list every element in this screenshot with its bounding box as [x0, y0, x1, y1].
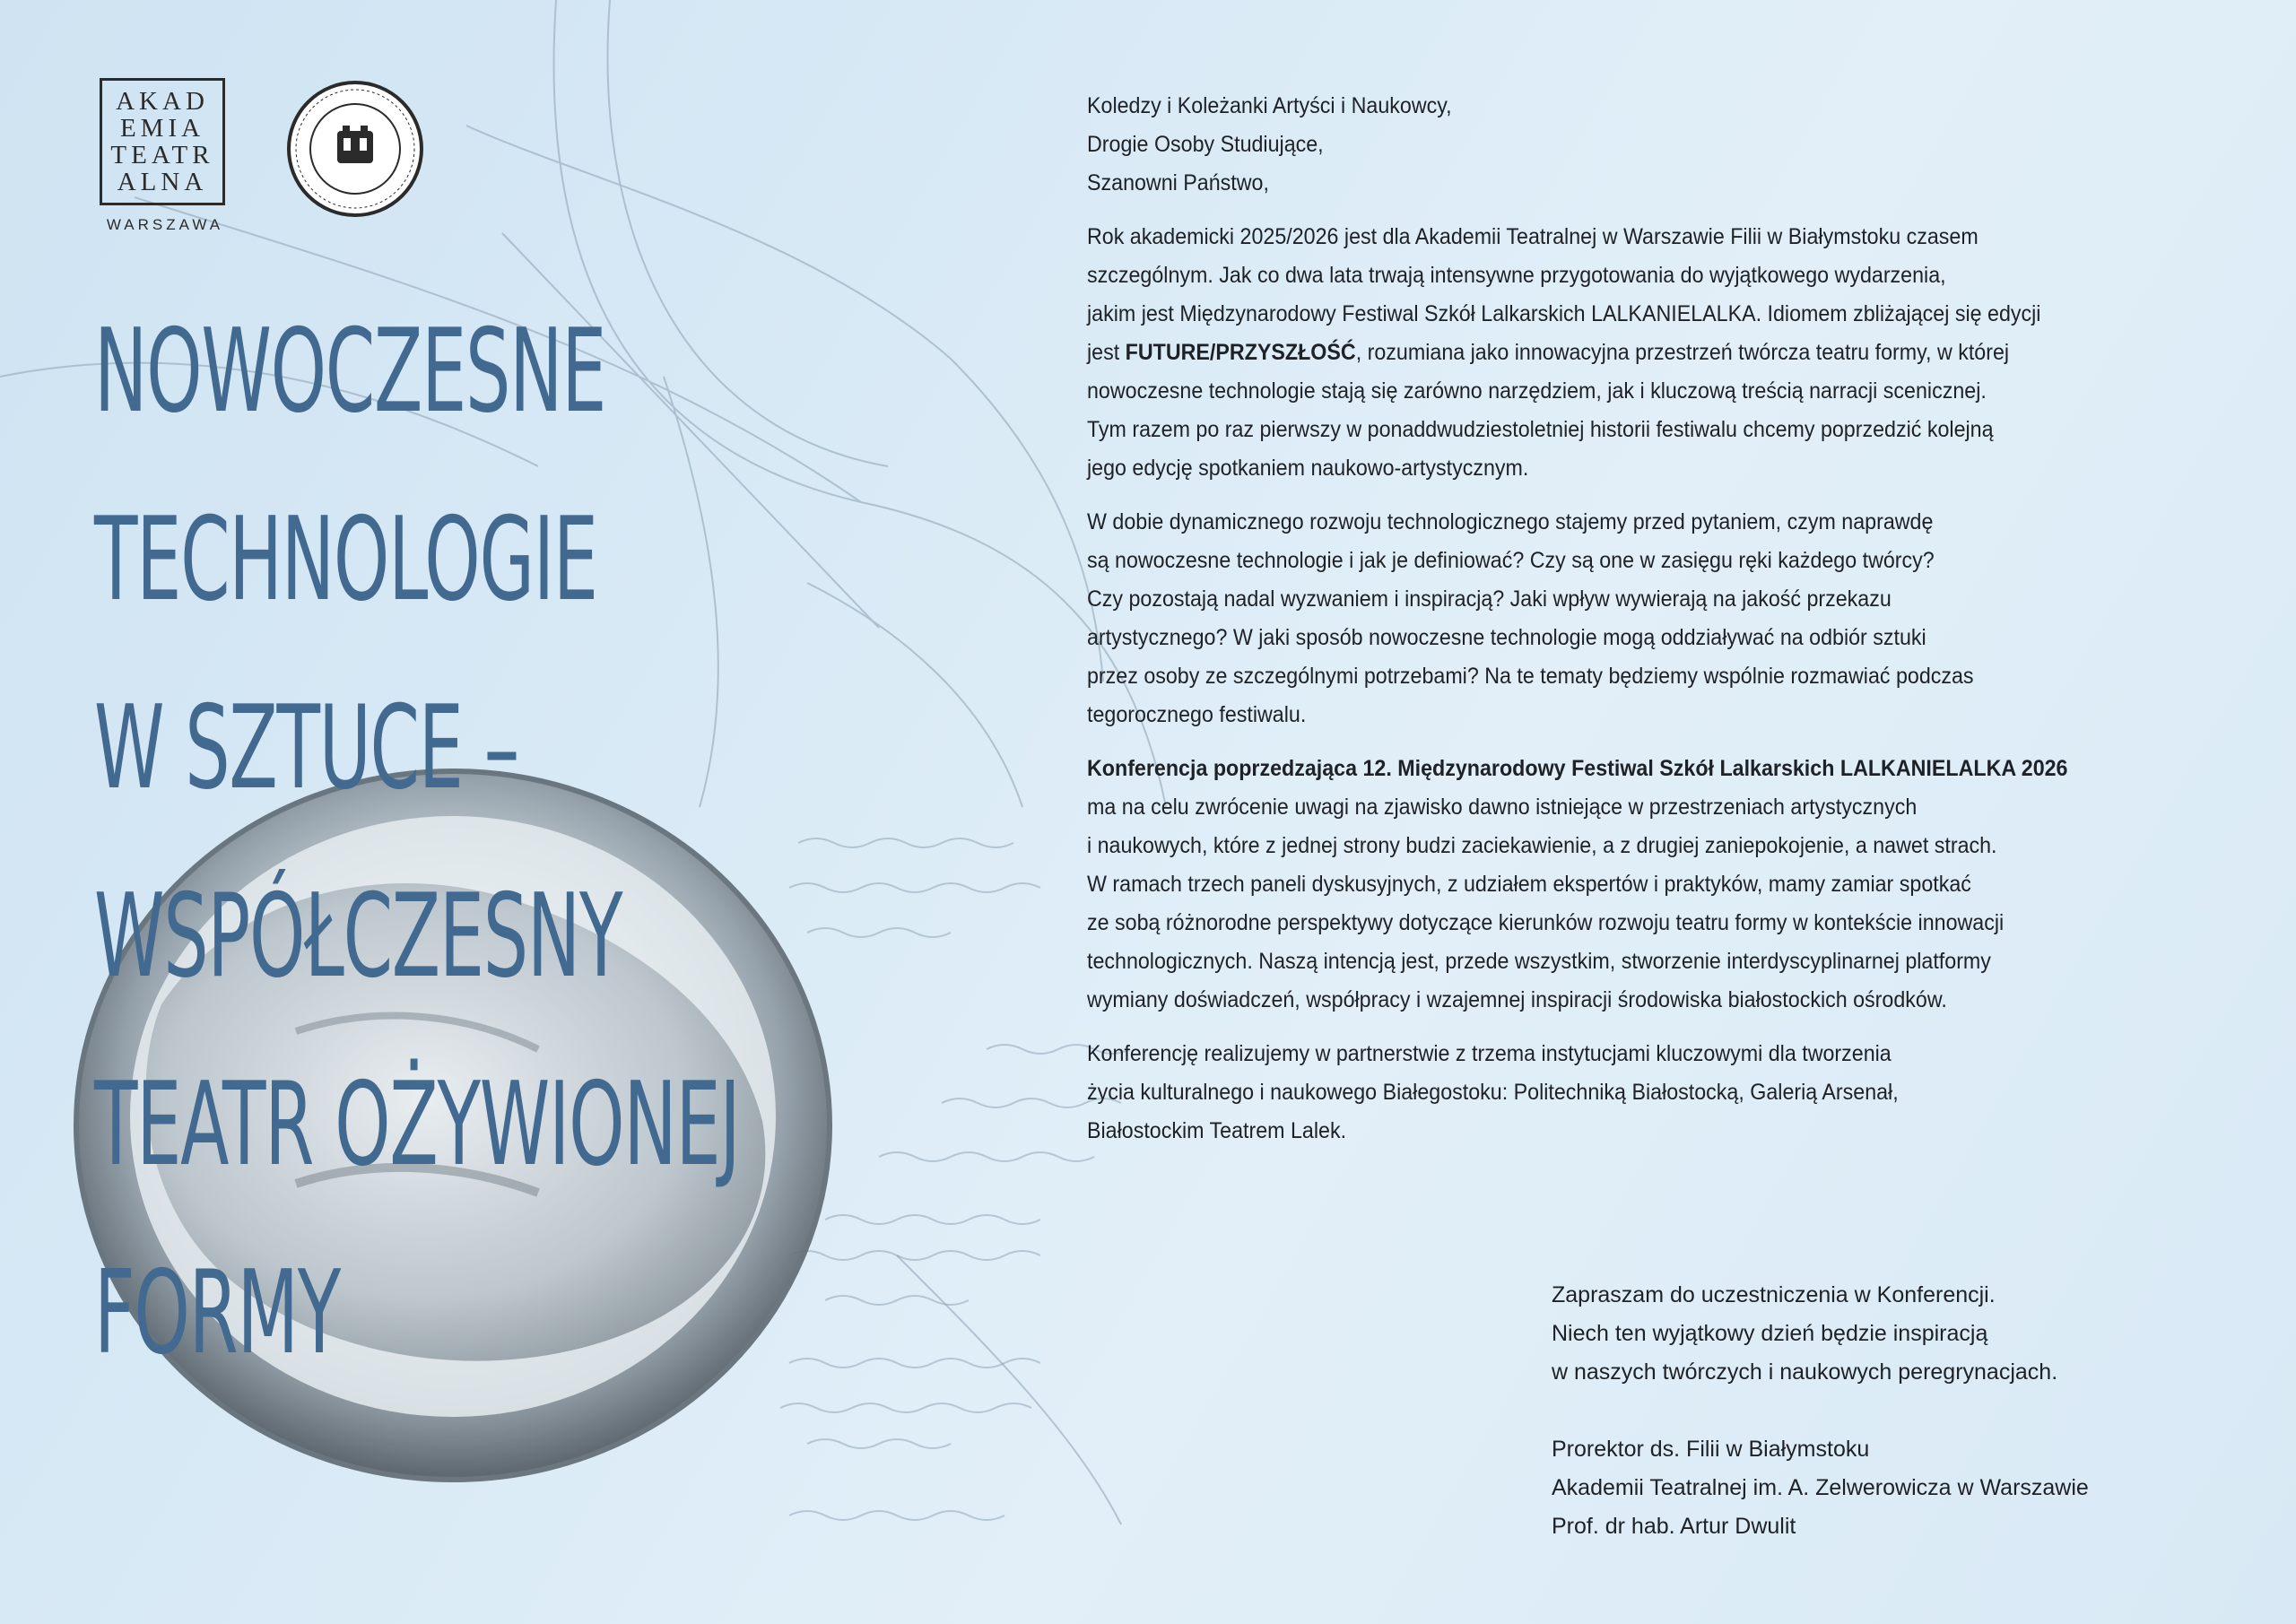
logo-line: EMIA	[119, 114, 205, 143]
text-line: ze sobą różnorodne perspektywy dotyczące kierunków rozwoju teatru formy w kontekście innowacji	[1087, 910, 2005, 935]
title-line: WSPÓŁCZESNY	[94, 870, 622, 1003]
text-line: Rok akademicki 2025/2026 jest dla Akademii Teatralnej w Warszawie Filii w Białymstoku czasem	[1087, 224, 1979, 249]
title-line: TECHNOLOGIE	[94, 493, 597, 627]
greeting-line: Drogie Osoby Studiujące,	[1087, 132, 1324, 157]
festival-idiom: FUTURE/PRZYSZŁOŚĆ	[1125, 340, 1356, 365]
text-line: jego edycję spotkaniem naukowo-artystycznym.	[1087, 456, 1529, 481]
conference-heading	[1087, 750, 2208, 788]
akademia-teatralna-logo	[100, 78, 230, 234]
text-line: artystycznego? W jaki sposób nowoczesne technologie mogą oddziaływać na odbiór sztuki	[1087, 625, 1926, 650]
text-line: W ramach trzech paneli dyskusyjnych, z udziałem ekspertów i praktyków, mamy zamiar spotkać	[1087, 872, 1971, 897]
filia-seal-icon	[285, 79, 425, 219]
greeting-line: Szanowni Państwo,	[1087, 170, 1269, 195]
text-line: W dobie dynamicznego rozwoju technologicznego stajemy przed pytaniem, czym naprawdę	[1087, 509, 1934, 534]
title-line: W SZTUCE –	[94, 682, 519, 815]
conference-title: Konferencja poprzedzająca 12. Międzynarodowy Festiwal Szkół Lalkarskich LALKANIELALKA 2026	[1087, 756, 2068, 781]
invite-line: Niech ten wyjątkowy dzień będzie inspiracją	[1552, 1321, 1988, 1346]
signature-line: Prorektor ds. Filii w Białymstoku	[1552, 1437, 1870, 1462]
invite-line: w naszych twórczych i naukowych peregrynacjach.	[1552, 1359, 2058, 1385]
logo-line: ALNA	[117, 168, 208, 196]
greeting-line: Koledzy i Koleżanki Artyści i Naukowcy,	[1087, 93, 1452, 118]
title-line: FORMY	[94, 1246, 341, 1380]
text-line: przez osoby ze szczególnymi potrzebami? Na te tematy będziemy wspólnie rozmawiać podczas	[1087, 664, 1974, 689]
logo-city: WARSZAWA	[106, 216, 224, 233]
closing-block	[1552, 1276, 2197, 1546]
logo-box	[100, 78, 225, 205]
text-segment: , rozumiana jako innowacyjna przestrzeń twórcza teatru formy, w której	[1355, 340, 2010, 365]
poster-title	[94, 278, 740, 1408]
greetings	[1087, 87, 2208, 203]
paragraph-1	[1087, 218, 2208, 488]
signature-line: Prof. dr hab. Artur Dwulit	[1552, 1514, 1796, 1539]
text-line: są nowoczesne technologie i jak je definiować? Czy są one w zasięgu ręki każdego twórcy?	[1087, 548, 1935, 573]
paragraph-4	[1087, 1035, 2208, 1151]
text-line: tegorocznego festiwalu.	[1087, 702, 1307, 727]
text-line: Tym razem po raz pierwszy w ponaddwudziestoletniej historii festiwalu chcemy poprzedzić kolejną	[1087, 417, 1994, 442]
text-line: Czy pozostają nadal wyzwaniem i inspiracją? Jaki wpływ wywierają na jakość przekazu	[1087, 586, 1892, 612]
letter-text	[1087, 87, 2208, 1151]
invite-line: Zapraszam do uczestniczenia w Konferencji.	[1552, 1282, 1996, 1307]
text-line: Białostockim Teatrem Lalek.	[1087, 1118, 1347, 1143]
text-line: Konferencję realizujemy w partnerstwie z trzema instytucjami kluczowymi dla tworzenia	[1087, 1041, 1892, 1066]
title-line: TEATR OŻYWIONEJ	[94, 1058, 740, 1192]
text-segment: jest	[1087, 340, 1126, 365]
title-line: NOWOCZESNE	[94, 305, 606, 439]
signature-line: Akademii Teatralnej im. A. Zelwerowicza w Warszawie	[1552, 1475, 2089, 1500]
logo-line: TEATR	[110, 141, 214, 169]
paragraph-2	[1087, 503, 2208, 734]
text-line	[1087, 334, 2208, 372]
text-line: wymiany doświadczeń, współpracy i wzajemnej inspiracji środowiska białostockich ośrodków.	[1087, 987, 1947, 1012]
text-line: nowoczesne technologie stają się zarówno narzędziem, jak i kluczową treścią narracji scenicznej.	[1087, 378, 1987, 404]
text-line: życia kulturalnego i naukowego Białegostoku: Politechniką Białostocką, Galerią Arsenał,	[1087, 1080, 1899, 1105]
text-line: technologicznych. Naszą intencją jest, przede wszystkim, stworzenie interdyscyplinarnej platformy	[1087, 949, 1991, 974]
text-line: i naukowych, które z jednej strony budzi zaciekawienie, a z drugiej zaniepokojenie, a nawet strach.	[1087, 833, 1997, 858]
spacer	[1552, 1392, 2197, 1430]
paragraph-3	[1087, 750, 2208, 1020]
text-line: ma na celu zwrócenie uwagi na zjawisko dawno istniejące w przestrzeniach artystycznych	[1087, 795, 1918, 820]
text-line: szczególnym. Jak co dwa lata trwają intensywne przygotowania do wyjątkowego wydarzenia,	[1087, 263, 1946, 288]
text-line: jakim jest Międzynarodowy Festiwal Szkół Lalkarskich LALKANIELALKA. Idiomem zbliżającej się edycji	[1087, 301, 2041, 326]
logo-line: AKAD	[116, 87, 209, 116]
letter-body	[1087, 87, 2208, 1166]
